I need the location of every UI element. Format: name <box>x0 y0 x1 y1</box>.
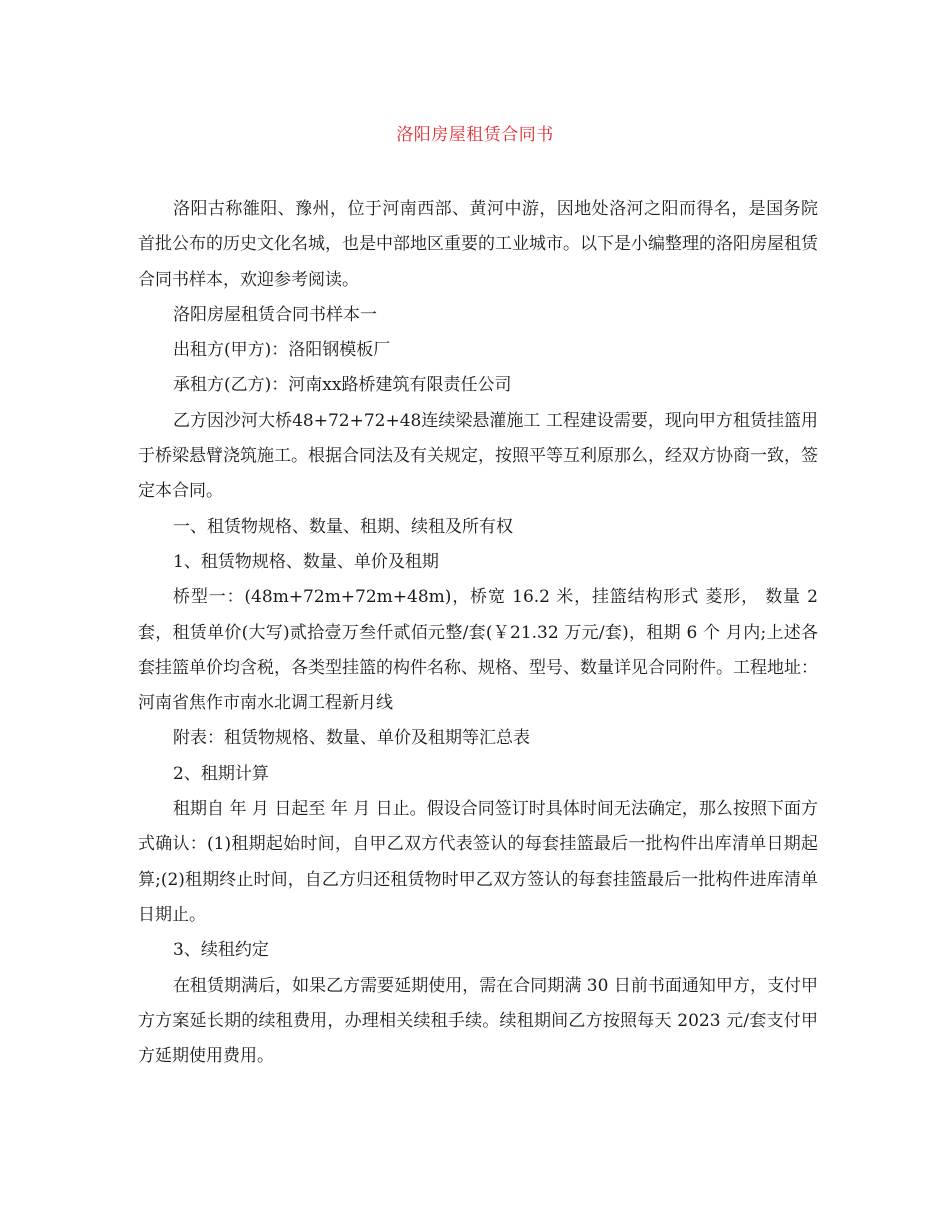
document-body <box>138 192 818 1074</box>
document-title: 洛阳房屋租赁合同书 <box>396 125 554 145</box>
subsection-heading-2: 2、租期计算 <box>173 763 269 784</box>
paragraph-renewal: 在租赁期满后，如果乙方需要延期使用，需在合同期满 30 日前书面通知甲方，支付甲方方案延长期的续租费用，办理相关续租手续。续租期间乙方按照每天 2023 元/套支付甲方延期使用费用。 <box>138 975 818 1067</box>
paragraph-lessee: 承租方(乙方)：河南xx路桥建筑有限责任公司 <box>173 375 512 396</box>
paragraph-purpose: 乙方因沙河大桥48+72+72+48连续梁悬灌施工 工程建设需要，现向甲方租赁挂篮用于桥梁悬臂浇筑施工。根据合同法及有关规定，按照平等互利原那么，经双方协商一致，签定本合同。 <box>138 410 818 502</box>
subsection-heading-1: 1、租赁物规格、数量、单价及租期 <box>173 551 439 572</box>
paragraph-lessor: 出租方(甲方)：洛阳钢模板厂 <box>173 340 391 361</box>
paragraph-sample-heading: 洛阳房屋租赁合同书样本一 <box>173 304 377 325</box>
subsection-heading-3: 3、续租约定 <box>173 940 269 961</box>
section-heading-1: 一、租赁物规格、数量、租期、续租及所有权 <box>173 516 513 537</box>
paragraph-appendix: 附表：租赁物规格、数量、单价及租期等汇总表 <box>173 728 530 749</box>
paragraph-bridge-spec: 桥型一：(48m+72m+72m+48m)，桥宽 16.2 米，挂篮结构形式 菱形， 数量 2 套，租赁单价(大写)贰拾壹万叁仟贰佰元整/套(￥21.32 万元/套)，租期 6 个 月内;上述各套挂篮单价均含税，各类型挂篮的构件名称、规格、型号、数量详见合同附件。工程地址： 河南省焦作市南水北调工程新月线 <box>138 587 818 714</box>
paragraph-intro: 洛阳古称雒阳、豫州，位于河南西部、黄河中游，因地处洛河之阳而得名，是国务院首批公布的历史文化名城，也是中部地区重要的工业城市。以下是小编整理的洛阳房屋租赁合同书样本，欢迎参考阅读。 <box>138 199 818 290</box>
paragraph-lease-term: 租期自 年 月 日起至 年 月 日止。假设合同签订时具体时间无法确定，那么按照下面方式确认：(1)租期起始时间，自甲乙双方代表签认的每套挂篮最后一批构件出库清单日期起算;(2)租期终止时间，自乙方归还租赁物时甲乙双方签认的每套挂篮最后一批构件进库清单日期止。 <box>138 799 818 925</box>
